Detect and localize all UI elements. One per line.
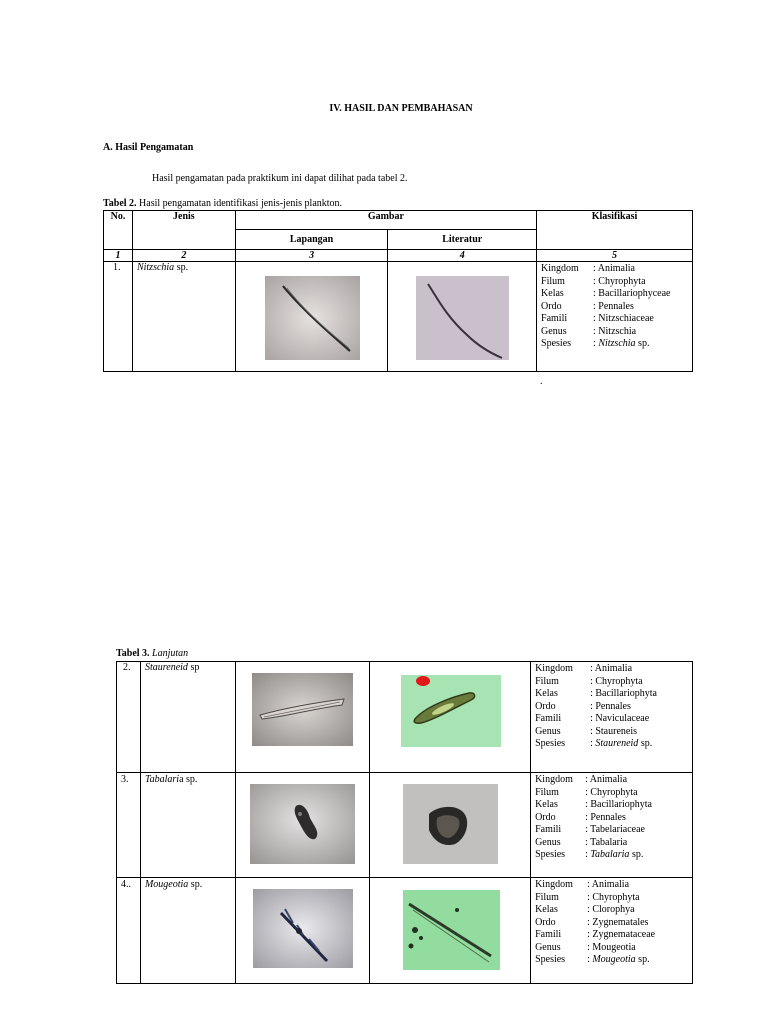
classification-row	[535, 917, 692, 930]
species-suffix: sp.	[629, 849, 644, 860]
classification-cell	[531, 878, 693, 984]
classification-key: Spesies	[541, 338, 572, 349]
classification-key: Spesies	[535, 954, 566, 965]
table-row	[104, 262, 693, 372]
classification-row	[535, 774, 692, 787]
classification-value: : Chyrophyta	[587, 891, 640, 903]
micrograph-tabalaria-literature	[403, 784, 498, 864]
classification-value: : Zygnemataceae	[587, 929, 656, 940]
classification-key: Famili	[535, 713, 562, 724]
species-italic: Mougeotia	[592, 954, 636, 965]
classification-key: Genus	[535, 941, 561, 953]
classification-row	[541, 326, 692, 339]
classification-row	[535, 726, 692, 739]
classification-row	[535, 663, 692, 676]
classification-value: : Pennales	[590, 700, 631, 712]
header-klasifikasi: Klasifikasi	[537, 211, 693, 250]
classification-cell	[531, 662, 693, 773]
classification-value: :	[585, 849, 591, 860]
classification-key: Ordo	[535, 916, 556, 928]
classification-value: : Bacillariophyta	[590, 688, 657, 699]
genus-italic: Mougeotia	[144, 879, 189, 890]
classification-value: : Nitzschia	[593, 325, 637, 337]
classification-key: Genus	[541, 325, 567, 337]
species-italic: Tabalaria	[590, 849, 630, 860]
classification-key: Kingdom	[541, 263, 579, 274]
classification-row	[535, 892, 692, 905]
genus-suffix: sp.	[188, 879, 203, 890]
classification-row	[541, 276, 692, 289]
column-number: 1	[104, 250, 133, 262]
classification-cell	[531, 773, 693, 878]
classification-row	[535, 954, 692, 967]
classification-value: : Naviculaceae	[590, 713, 650, 724]
row-number: 2.	[117, 662, 141, 773]
species-name	[132, 262, 235, 372]
column-number: 4	[388, 250, 537, 262]
classification-value: : Bacillariophyceae	[593, 288, 671, 299]
genus-suffix: sp.	[174, 262, 189, 273]
classification-key: Genus	[535, 725, 561, 737]
classification-key: Famili	[535, 824, 562, 835]
classification-value: : Animalia	[587, 879, 630, 890]
classification-key: Kingdom	[535, 663, 573, 674]
classification-value: : Nitzschiaceae	[593, 313, 654, 324]
classification-row	[535, 904, 692, 917]
classification-row	[535, 929, 692, 942]
header-gambar: Gambar	[235, 211, 536, 230]
classification-row	[541, 338, 692, 351]
table3-caption	[116, 648, 188, 659]
classification-value: : Chyrophyta	[590, 675, 643, 687]
classification-row	[535, 676, 692, 689]
classification-key: Kingdom	[535, 879, 573, 890]
classification-key: Ordo	[541, 300, 562, 312]
classification-row	[541, 288, 692, 301]
header-lapangan: Lapangan	[235, 230, 388, 250]
classification-value: : Bacillariophyta	[585, 799, 652, 810]
row-number: 3.	[117, 773, 141, 878]
species-name	[140, 773, 235, 878]
classification-row	[535, 799, 692, 812]
classification-value: :	[593, 338, 599, 349]
classification-key: Filum	[541, 275, 565, 287]
species-italic: Nitzschia	[598, 338, 636, 349]
classification-value: : Chyrophyta	[593, 275, 646, 287]
species-suffix: sp.	[638, 738, 653, 749]
classification-value: : Tabelariaceae	[585, 824, 645, 835]
classification-key: Kelas	[535, 904, 558, 915]
classification-value: : Pennales	[585, 811, 626, 823]
classification-value: : Animalia	[590, 663, 633, 674]
classification-row	[535, 849, 692, 862]
classification-row	[535, 688, 692, 701]
classification-key: Genus	[535, 836, 561, 848]
species-name	[140, 662, 235, 773]
classification-value: : Chyrophyta	[585, 786, 638, 798]
classification-row	[541, 263, 692, 276]
classification-row	[541, 301, 692, 314]
classification-row	[535, 701, 692, 714]
classification-value: : Animalia	[593, 263, 635, 274]
stray-mark: .	[540, 376, 543, 387]
section-title: A. Hasil Pengamatan	[103, 142, 194, 153]
species-suffix: sp.	[635, 954, 650, 965]
micrograph-nitzschia-field	[265, 276, 360, 360]
classification-key: Kelas	[535, 688, 558, 699]
micrograph-tabalaria-field	[250, 784, 355, 864]
column-number: 3	[235, 250, 388, 262]
classification-value: : Animalia	[585, 774, 628, 785]
classification-key: Filum	[535, 675, 559, 687]
micrograph-mougeotia-literature	[403, 890, 500, 970]
table2-caption-text: Hasil pengamatan identifikasi jenis-jenis plankton.	[136, 198, 343, 209]
classification-value: : Pennales	[593, 300, 634, 312]
table2-caption	[103, 198, 342, 209]
classification-row	[535, 713, 692, 726]
species-name	[140, 878, 235, 984]
classification-cell	[537, 262, 693, 372]
classification-value: : Tabalaria	[585, 836, 628, 848]
species-suffix: sp.	[635, 338, 650, 349]
classification-key: Kingdom	[535, 774, 573, 785]
micrograph-mougeotia-field	[253, 889, 353, 968]
classification-value: :	[590, 738, 596, 749]
classification-row	[535, 837, 692, 850]
classification-key: Filum	[535, 891, 559, 903]
classification-key: Famili	[541, 313, 568, 324]
genus-italic: Tabalari	[144, 774, 180, 785]
chapter-title: IV. HASIL DAN PEMBAHASAN	[329, 103, 473, 114]
classification-key: Famili	[535, 929, 562, 940]
species-italic: Staureneid	[595, 738, 639, 749]
micrograph-staureneid-field	[252, 673, 353, 746]
table3-caption-label: Tabel 3.	[116, 648, 150, 659]
genus-suffix: a sp.	[179, 774, 198, 785]
genus-suffix: sp	[187, 662, 200, 673]
classification-key: Ordo	[535, 700, 556, 712]
intro-paragraph: Hasil pengamatan pada praktikum ini dapat dilihat pada tabel 2.	[152, 173, 408, 184]
column-number: 2	[132, 250, 235, 262]
classification-value: : Zygnematales	[587, 916, 649, 928]
classification-row	[535, 787, 692, 800]
table2	[103, 210, 693, 372]
micrograph-nitzschia-literature	[416, 276, 509, 360]
classification-value: : Mougeotia	[587, 941, 636, 953]
header-jenis: Jenis	[132, 211, 235, 250]
row-number: 4..	[117, 878, 141, 984]
classification-key: Kelas	[541, 288, 564, 299]
classification-key: Kelas	[535, 799, 558, 810]
classification-row	[535, 879, 692, 892]
classification-row	[535, 738, 692, 751]
classification-row	[535, 812, 692, 825]
header-no: No.	[104, 211, 133, 250]
table3-caption-text: Lanjutan	[149, 648, 189, 659]
classification-value: : Clorophya	[587, 904, 635, 915]
table2-caption-label: Tabel 2.	[103, 198, 137, 209]
classification-row	[541, 313, 692, 326]
classification-key: Ordo	[535, 811, 556, 823]
classification-row	[535, 942, 692, 955]
classification-key: Spesies	[535, 849, 566, 860]
micrograph-staureneid-literature	[401, 675, 501, 747]
header-literatur: Literatur	[388, 230, 537, 250]
classification-value: :	[587, 954, 593, 965]
classification-key: Filum	[535, 786, 559, 798]
classification-row	[535, 824, 692, 837]
genus-italic: Nitzschia	[136, 262, 175, 273]
classification-value: : Staureneis	[590, 725, 637, 737]
genus-italic: Staureneid	[144, 662, 188, 673]
column-number: 5	[537, 250, 693, 262]
row-number: 1.	[104, 262, 133, 372]
classification-key: Spesies	[535, 738, 566, 749]
